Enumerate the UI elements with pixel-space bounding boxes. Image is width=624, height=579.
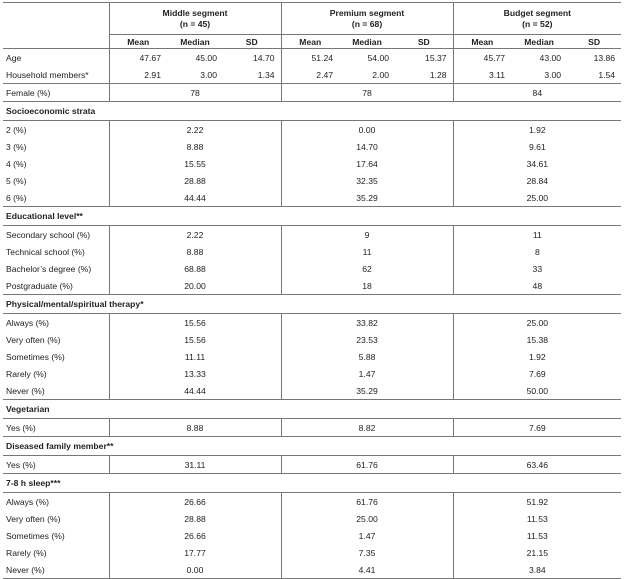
- group-header-middle: [109, 3, 281, 35]
- row-label: Sometimes (%): [6, 351, 65, 362]
- value-cell: 1.92: [453, 121, 621, 139]
- value-cell: 25.00: [281, 510, 453, 527]
- data-row: [3, 382, 621, 400]
- data-row: [3, 561, 621, 579]
- data-row: [3, 510, 621, 527]
- value-cell: 5.88: [281, 348, 453, 365]
- row-label: Rarely (%): [6, 368, 47, 379]
- section-title: Educational level**: [3, 207, 621, 226]
- section-header: [3, 400, 621, 419]
- value-cell: 26.66: [109, 527, 281, 544]
- value-cell: 1.47: [281, 365, 453, 382]
- value-cell: 32.35: [281, 172, 453, 189]
- value-cell: 28.84: [453, 172, 621, 189]
- row-label: Rarely (%): [6, 547, 47, 558]
- row-label: Household members*: [6, 69, 89, 80]
- row-label: 3 (%): [6, 141, 27, 152]
- value-cell: 3.84: [453, 561, 621, 579]
- stat-header: Median: [524, 36, 554, 47]
- value-cell: 51.24: [281, 49, 339, 67]
- row-label: Age: [6, 52, 22, 63]
- value-cell: 25.00: [453, 314, 621, 332]
- female-row: [3, 84, 621, 102]
- row-label: Never (%): [6, 564, 45, 575]
- section-title: Physical/mental/spiritual therapy*: [3, 295, 621, 314]
- value-cell: 2.91: [109, 66, 167, 84]
- value-cell: 61.76: [281, 456, 453, 474]
- row-label: Never (%): [6, 385, 45, 396]
- stat-header: Mean: [453, 35, 511, 49]
- stat-header: Median: [180, 36, 210, 47]
- value-cell: 1.47: [281, 527, 453, 544]
- value-cell: 33: [453, 260, 621, 277]
- value-cell: 31.11: [109, 456, 281, 474]
- value-cell: 50.00: [453, 382, 621, 400]
- row-label: 4 (%): [6, 158, 27, 169]
- value-cell: 1.28: [429, 69, 447, 80]
- numeric-row: [3, 49, 621, 67]
- value-cell: 11.53: [453, 510, 621, 527]
- group-header-premium: [281, 3, 453, 35]
- value-cell: 48: [453, 277, 621, 295]
- stat-header: SD: [588, 36, 601, 47]
- value-cell: 14.70: [281, 138, 453, 155]
- value-cell: 61.76: [281, 493, 453, 511]
- value-cell: 11.11: [109, 348, 281, 365]
- section-header: [3, 474, 621, 493]
- section-header: [3, 102, 621, 121]
- data-row: [3, 348, 621, 365]
- value-cell: 26.66: [109, 493, 281, 511]
- row-label: Bachelor’s degree (%): [6, 263, 92, 274]
- value-cell: 44.44: [109, 189, 281, 207]
- corner-cell: [3, 3, 109, 35]
- section-header: [3, 437, 621, 456]
- value-cell: 28.88: [109, 172, 281, 189]
- section-title: Diseased family member**: [3, 437, 621, 456]
- value-cell: 14.70: [253, 52, 275, 63]
- row-label: Always (%): [3, 314, 109, 332]
- value-cell: 13.33: [109, 365, 281, 382]
- value-cell: 9: [281, 226, 453, 244]
- data-row: [3, 493, 621, 511]
- value-cell: 4.41: [281, 561, 453, 579]
- data-row: [3, 155, 621, 172]
- value-cell: 43.00: [539, 52, 562, 63]
- value-cell: 2.22: [109, 226, 281, 244]
- value-cell: 0.00: [109, 561, 281, 579]
- data-row: [3, 172, 621, 189]
- numeric-row: [3, 66, 621, 84]
- group-name: Premium segment: [329, 7, 405, 18]
- value-cell: 84: [453, 84, 621, 102]
- data-row: [3, 260, 621, 277]
- value-cell: 45.77: [453, 49, 511, 67]
- section-header: [3, 207, 621, 226]
- value-cell: 13.86: [593, 52, 616, 63]
- stat-header: SD: [417, 36, 430, 47]
- data-row: [3, 277, 621, 295]
- value-cell: 15.56: [109, 314, 281, 332]
- row-label: Technical school (%): [6, 246, 85, 257]
- value-cell: 15.56: [109, 331, 281, 348]
- value-cell: 8.88: [109, 419, 281, 437]
- value-cell: 23.53: [281, 331, 453, 348]
- data-row: [3, 419, 621, 437]
- value-cell: 54.00: [367, 52, 390, 63]
- value-cell: 44.44: [109, 382, 281, 400]
- data-row: [3, 456, 621, 474]
- value-cell: 51.92: [453, 493, 621, 511]
- group-n: (n = 52): [522, 18, 553, 29]
- group-header-row: [3, 3, 621, 35]
- value-cell: 15.55: [109, 155, 281, 172]
- value-cell: 2.00: [372, 69, 390, 80]
- value-cell: 17.77: [109, 544, 281, 561]
- row-label: Sometimes (%): [6, 530, 65, 541]
- row-label: 2 (%): [3, 121, 109, 139]
- value-cell: 7.69: [453, 419, 621, 437]
- value-cell: 28.88: [109, 510, 281, 527]
- data-row: [3, 189, 621, 207]
- value-cell: 18: [281, 277, 453, 295]
- data-row: [3, 314, 621, 332]
- value-cell: 7.69: [453, 365, 621, 382]
- data-row: [3, 331, 621, 348]
- stat-header: Median: [352, 36, 382, 47]
- value-cell: 63.46: [453, 456, 621, 474]
- row-label: 5 (%): [6, 175, 27, 186]
- demographics-table: [3, 2, 621, 579]
- value-cell: 3.00: [544, 69, 562, 80]
- value-cell: 8.88: [109, 138, 281, 155]
- value-cell: 1.34: [257, 69, 275, 80]
- value-cell: 8: [453, 243, 621, 260]
- stat-header: Mean: [281, 35, 339, 49]
- value-cell: 78: [281, 84, 453, 102]
- value-cell: 3.00: [200, 69, 217, 80]
- value-cell: 15.37: [425, 52, 447, 63]
- data-row: [3, 365, 621, 382]
- value-cell: 47.67: [109, 49, 167, 67]
- value-cell: 15.38: [453, 331, 621, 348]
- row-label: Yes (%): [3, 419, 109, 437]
- value-cell: 9.61: [453, 138, 621, 155]
- row-label: Very often (%): [6, 334, 61, 345]
- value-cell: 62: [281, 260, 453, 277]
- value-cell: 8.88: [109, 243, 281, 260]
- value-cell: 3.11: [453, 66, 511, 84]
- value-cell: 8.82: [281, 419, 453, 437]
- data-row: [3, 226, 621, 244]
- value-cell: 1.54: [598, 69, 616, 80]
- row-label: Very often (%): [6, 513, 61, 524]
- data-row: [3, 121, 621, 139]
- value-cell: 11: [281, 243, 453, 260]
- value-cell: 68.88: [109, 260, 281, 277]
- value-cell: 11: [453, 226, 621, 244]
- section-title: Vegetarian: [3, 400, 621, 419]
- value-cell: 78: [109, 84, 281, 102]
- value-cell: 25.00: [453, 189, 621, 207]
- value-cell: 17.64: [281, 155, 453, 172]
- data-row: [3, 138, 621, 155]
- value-cell: 35.29: [281, 382, 453, 400]
- value-cell: 2.47: [281, 66, 339, 84]
- group-header-budget: [453, 3, 621, 35]
- corner-cell: [3, 35, 109, 49]
- stat-header-row: [3, 35, 621, 49]
- data-row: [3, 544, 621, 561]
- group-name: Budget segment: [503, 7, 571, 18]
- table-body: [3, 3, 621, 579]
- value-cell: 1.92: [453, 348, 621, 365]
- value-cell: 7.35: [281, 544, 453, 561]
- row-label: Always (%): [3, 493, 109, 511]
- row-label: Yes (%): [3, 456, 109, 474]
- value-cell: 33.82: [281, 314, 453, 332]
- value-cell: 21.15: [453, 544, 621, 561]
- value-cell: 20.00: [109, 277, 281, 295]
- row-label: Female (%): [6, 87, 51, 98]
- section-title: Socioeconomic strata: [3, 102, 621, 121]
- row-label: Secondary school (%): [3, 226, 109, 244]
- data-row: [3, 527, 621, 544]
- value-cell: 35.29: [281, 189, 453, 207]
- value-cell: 11.53: [453, 527, 621, 544]
- value-cell: 0.00: [281, 121, 453, 139]
- group-name: Middle segment: [162, 7, 228, 18]
- group-n: (n = 45): [179, 18, 211, 29]
- row-label: Postgraduate (%): [6, 280, 73, 291]
- stat-header: SD: [245, 36, 258, 47]
- section-header: [3, 295, 621, 314]
- value-cell: 2.22: [109, 121, 281, 139]
- row-label: 6 (%): [6, 192, 27, 203]
- stat-header: Mean: [109, 35, 167, 49]
- value-cell: 34.61: [453, 155, 621, 172]
- data-row: [3, 243, 621, 260]
- value-cell: 45.00: [195, 52, 217, 63]
- section-title: 7-8 h sleep***: [3, 474, 621, 493]
- group-n: (n = 68): [351, 18, 383, 29]
